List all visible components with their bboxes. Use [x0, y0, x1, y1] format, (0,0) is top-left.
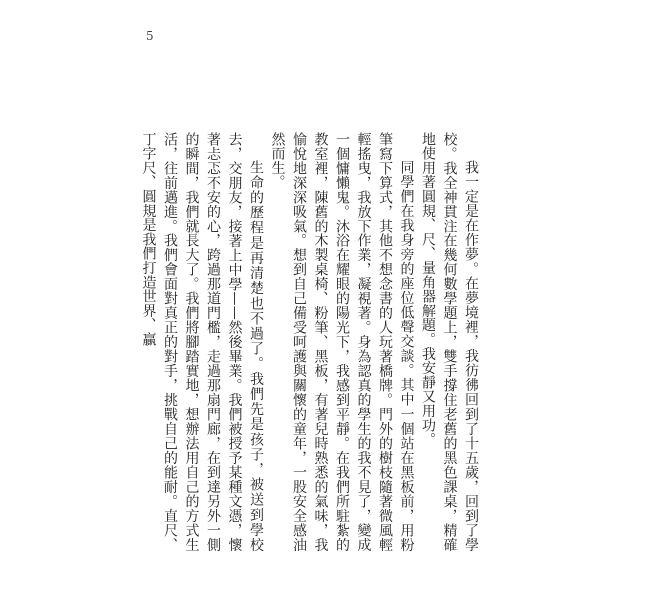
- paragraph-2: 同學們在我身旁的座位低聲交談。其中一個站在黑板前，用粉筆寫下算式，其他不想念書的人玩著橋牌。門外的樹枝隨著微風輕輕搖曳，我放下作業，凝視著。身為認真的學生的我不見了，變成一個慵懶鬼。沐浴在耀眼的陽光下，我感到平靜。在我們所駐紮的教室裡，陳舊的木製桌椅、粉筆、黑板，有著兒時熟悉的氣味，我愉悅地深深吸氣。想到自己備受呵護與關懷的童年，一股安全感油然而生。: [269, 132, 415, 552]
- paragraph-1: 我一定是在作夢。在夢境裡，我彷彿回到了十五歲，回到了學校。我全神貫注在幾何數學題上，雙手撐住老舊的黑色課桌，精確地使用著圓規、尺、量角器解題。我安靜又用功。: [420, 132, 479, 552]
- page-number: 5: [146, 29, 154, 43]
- paragraph-3: 生命的歷程是再清楚也不過了。我們先是孩子，被送到學校去，交朋友，接著上中學——然後畢業。我們被授予某種文憑，懷著忐忑不安的心，跨過那道門檻，走過那扇門廊，在到達另外一側的瞬間，我們就長大了。我們將腳踏實地，想辦法用自己的方式生活，往前邁進。我們會面對真正的對手，挑戰自己的能耐。直尺、丁字尺、圓規是我們打造世界、贏: [140, 132, 264, 552]
- body-text: [137, 132, 481, 552]
